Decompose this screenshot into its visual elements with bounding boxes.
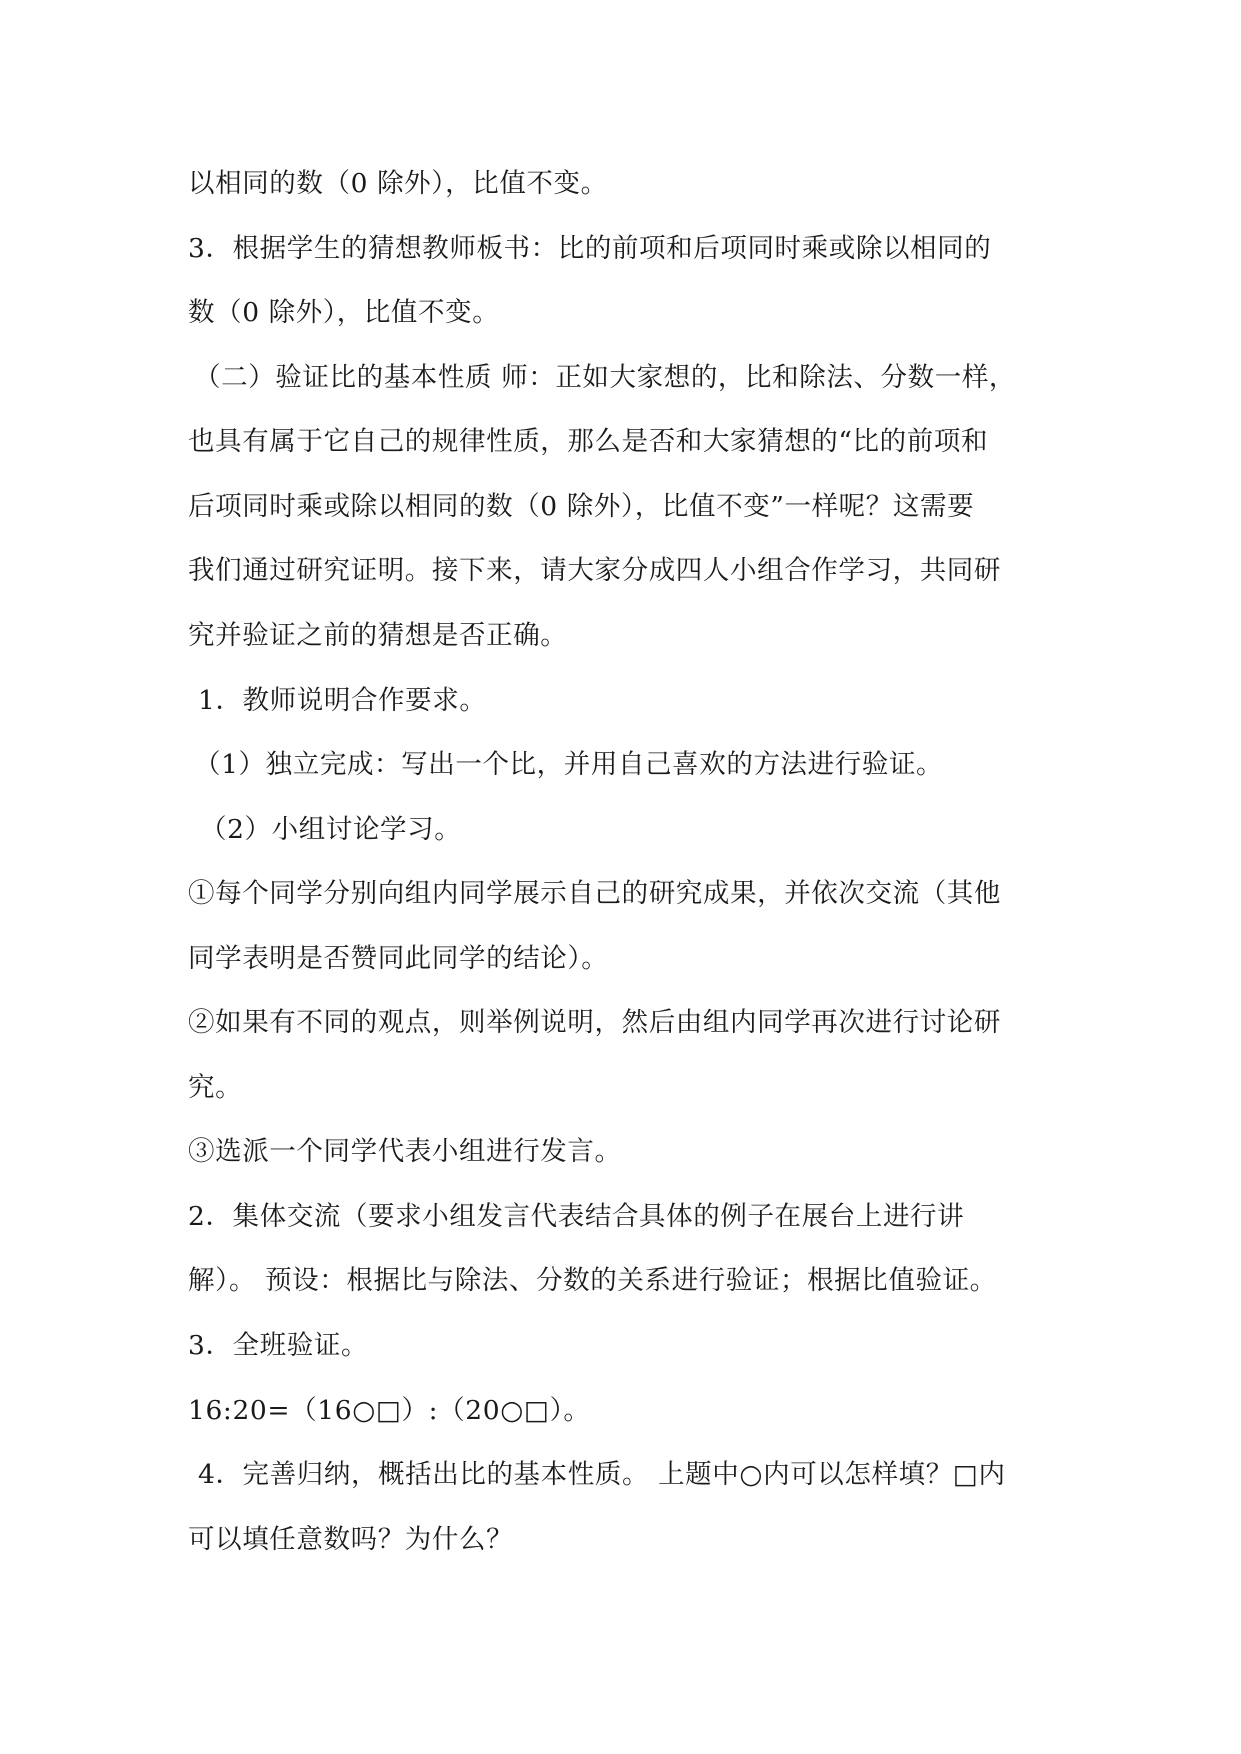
text-line: 究。 [188, 1072, 243, 1103]
list-item-line: 1．教师说明合作要求。 [198, 685, 487, 716]
list-item-line: （1）独立完成：写出一个比，并用自己喜欢的方法进行验证。 [194, 749, 944, 780]
text-line: 可以填任意数吗？为什么？ [188, 1524, 514, 1555]
list-item-line: （2）小组讨论学习。 [200, 814, 462, 845]
text-line: 数（0 除外），比值不变。 [188, 297, 500, 328]
equation-line: 16:20=（16○□）:（20○□）。 [188, 1395, 591, 1426]
section-heading-line: （二）验证比的基本性质 师：正如大家想的，比和除法、分数一样， [194, 362, 1017, 393]
list-item-line: 3．全班验证。 [188, 1330, 369, 1361]
text-line: 究并验证之前的猜想是否正确。 [188, 620, 568, 651]
list-item-line: ③选派一个同学代表小组进行发言。 [188, 1136, 622, 1167]
list-item-line: ①每个同学分别向组内同学展示自己的研究成果，并依次交流（其他 [188, 878, 1001, 909]
list-item-line: 4．完善归纳，概括出比的基本性质。 上题中○内可以怎样填？□内 [198, 1459, 1006, 1490]
list-item-line: 2．集体交流（要求小组发言代表结合具体的例子在展台上进行讲 [188, 1201, 965, 1232]
text-line: 我们通过研究证明。接下来，请大家分成四人小组合作学习，共同研 [188, 555, 1001, 586]
text-line: 后项同时乘或除以相同的数（0 除外），比值不变”一样呢？这需要 [188, 491, 975, 522]
text-line: 3．根据学生的猜想教师板书：比的前项和后项同时乘或除以相同的 [188, 233, 992, 264]
text-line: 以相同的数（0 除外），比值不变。 [188, 168, 608, 199]
list-item-line: ②如果有不同的观点，则举例说明，然后由组内同学再次进行讨论研 [188, 1007, 1001, 1038]
text-line: 解）。 预设：根据比与除法、分数的关系进行验证；根据比值验证。 [188, 1265, 997, 1296]
text-line: 也具有属于它自己的规律性质，那么是否和大家猜想的“比的前项和 [188, 426, 989, 457]
text-line: 同学表明是否赞同此同学的结论）。 [188, 943, 609, 974]
